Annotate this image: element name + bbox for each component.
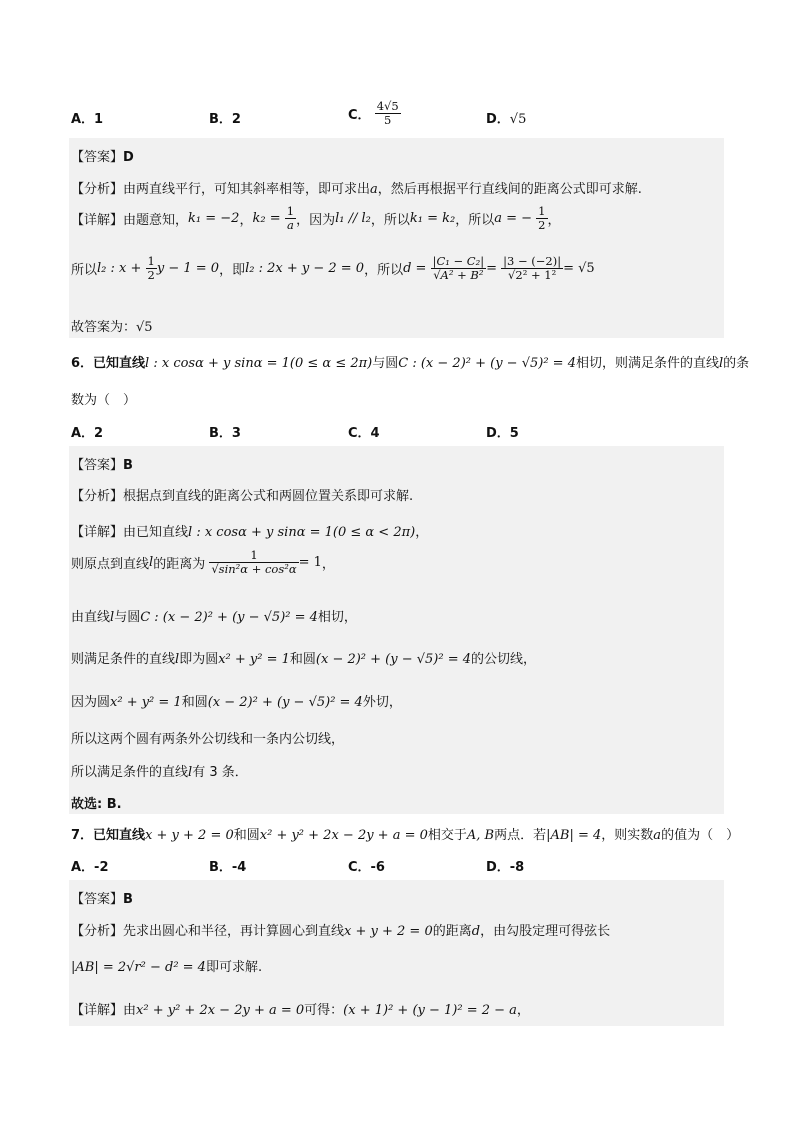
q6-analysis: 【分析】根据点到直线的距离公式和两圆位置关系即可求解. [71,489,414,504]
q7-analysis-line2: |AB| = 2√r² − d² = 4即可求解. [71,960,263,975]
q6-detail-line6: 所以这两个圆有两条外公切线和一条内公切线， [71,732,345,747]
q6-detail-line4: 则满足条件的直线l即为圆x² + y² = 1和圆(x − 2)² + (y − √5)² = 4的公切线， [71,652,537,667]
q5-option-a: A．1 [71,112,104,127]
q5-answer: 【答案】D [71,150,134,165]
q6-final: 故选: B. [71,797,122,812]
q5-final: 故答案为：√5 [71,320,153,335]
q7-option-a: A．-2 [71,860,109,875]
q6-detail-line1: 【详解】由已知直线l : x cosα + y sinα = 1(0 ≤ α < 2π)， [71,525,429,540]
q6-stem-line2: 数为（ ） [71,393,137,408]
q6-option-b: B．3 [209,426,241,441]
q7-detail-line1: 【详解】由x² + y² + 2x − 2y + a = 0可得：(x + 1)² + (y − 1)² = 2 − a， [71,1003,530,1018]
q7-option-b: B．-4 [209,860,247,875]
q5-detail-line2: 所以l₂ : x + $\frac{1}{2}$ y − 1 = 0，即l₂ : 2x + y − 2 = 0，所以d = $\frac{\text{|C₁ − C₂|}}{\text{√A² + B²}}$ = $\frac{|3 - (-2)|}{\text{√2² + 1²}}$ = √5 [71,254,595,283]
q6-detail-line7: 所以满足条件的直线l有 3 条． [71,765,248,780]
q6-option-c: C．4 [348,426,380,441]
q6-detail-line5: 因为圆x² + y² = 1和圆(x − 2)² + (y − √5)² = 4外切， [71,695,402,710]
q7-analysis-line1: 【分析】先求出圆心和半径，再计算圆心到直线x + y + 2 = 0的距离d，由勾股定理可得弦长 [71,924,611,939]
q6-stem-line1: 6．已知直线l : x cosα + y sinα = 1(0 ≤ α ≤ 2π)与圆C : (x − 2)² + (y − √5)² = 4相切，则满足条件的直线l的条 [71,356,750,371]
q7-option-c: C．-6 [348,860,385,875]
q5-option-d: D．√5 [486,112,527,127]
q5-analysis: 【分析】由两直线平行，可知其斜率相等，即可求出a，然后再根据平行直线间的距离公式即可求解. [71,182,642,197]
q5-solution-band [69,138,724,338]
q6-option-d: D．5 [486,426,519,441]
q6-detail-line3: 由直线l与圆C : (x − 2)² + (y − √5)² = 4相切， [71,610,357,625]
q6-answer: 【答案】B [71,458,133,473]
q5-option-b: B．2 [209,112,241,127]
q6-detail-line2: 则原点到直线l的距离为 $\frac{1}{\text{√sin²α + cos²α}}$ = 1， [71,548,335,577]
q7-answer: 【答案】B [71,892,133,907]
q7-option-d: D．-8 [486,860,525,875]
q6-option-a: A．2 [71,426,104,441]
q5-detail-line1: 【详解】由题意知，k₁ = −2，k₂ = $\frac{1}{a}$ ，因为l₁ // l₂，所以k₁ = k₂，所以a = − $\frac{1}{2}$ ， [71,204,561,233]
q7-stem: 7．已知直线x + y + 2 = 0和圆x² + y² + 2x − 2y + a = 0相交于A, B两点．若|AB| = 4，则实数a的值为（ ） [71,828,740,843]
q5-option-c: C． $\frac{4√5}{5}$ [348,99,399,128]
